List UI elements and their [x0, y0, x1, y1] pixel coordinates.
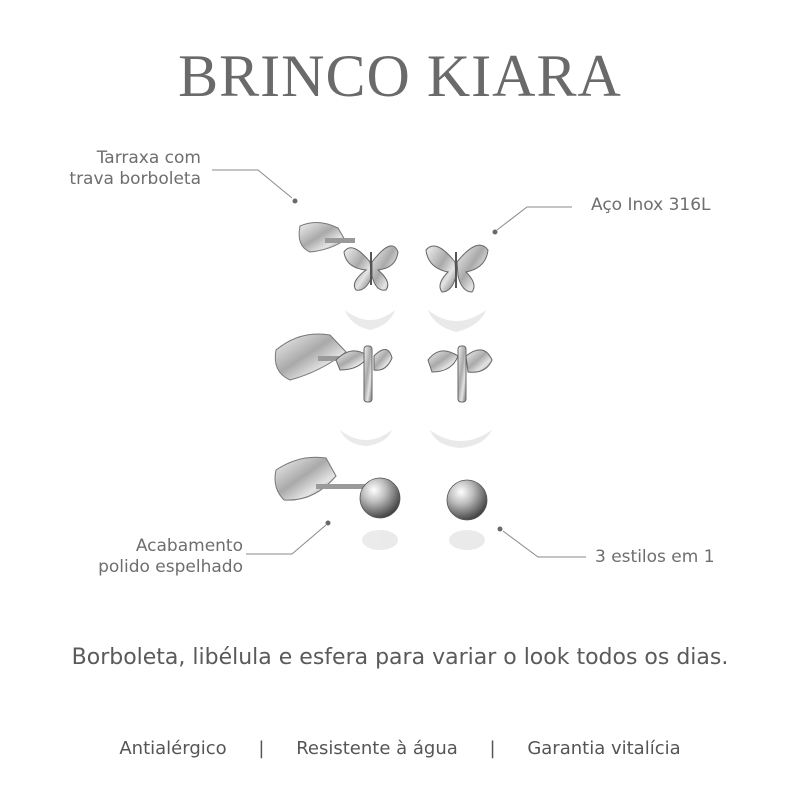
dragonfly-earring-left — [275, 334, 392, 402]
callout-clasp-line2: trava borboleta — [69, 169, 201, 189]
callout-finish-line1: Acabamento — [135, 536, 243, 556]
feature-list — [0, 738, 800, 759]
dragonfly-earring-right — [428, 346, 492, 402]
ball-earring-left — [275, 457, 400, 518]
butterfly-earring-left — [299, 222, 398, 290]
ball-earring-right — [447, 480, 487, 520]
product-title: BRINCO KIARA — [178, 43, 622, 109]
feature-separator: | — [258, 738, 265, 759]
callout-clasp-line1: Tarraxa com — [96, 148, 201, 168]
dragonfly-reflection — [340, 430, 492, 448]
butterfly-reflection — [345, 310, 486, 332]
leader-styles — [498, 527, 587, 558]
callout-finish-line2: polido espelhado — [98, 557, 243, 577]
feature-antiallergic: Antialérgico — [119, 738, 227, 759]
feature-separator: | — [489, 738, 496, 759]
leader-material — [493, 207, 573, 235]
feature-lifetime-warranty: Garantia vitalícia — [527, 738, 681, 759]
feature-water-resistant: Resistente à água — [296, 738, 458, 759]
ball-reflection — [362, 530, 485, 550]
butterfly-earring-right — [426, 245, 488, 292]
leader-finish — [246, 521, 331, 555]
callout-material: Aço Inox 316L — [591, 195, 711, 215]
leader-clasp — [212, 170, 298, 204]
product-tagline: Borboleta, libélula e esfera para variar o look todos os dias. — [71, 645, 729, 670]
callout-styles: 3 estilos em 1 — [595, 547, 715, 567]
